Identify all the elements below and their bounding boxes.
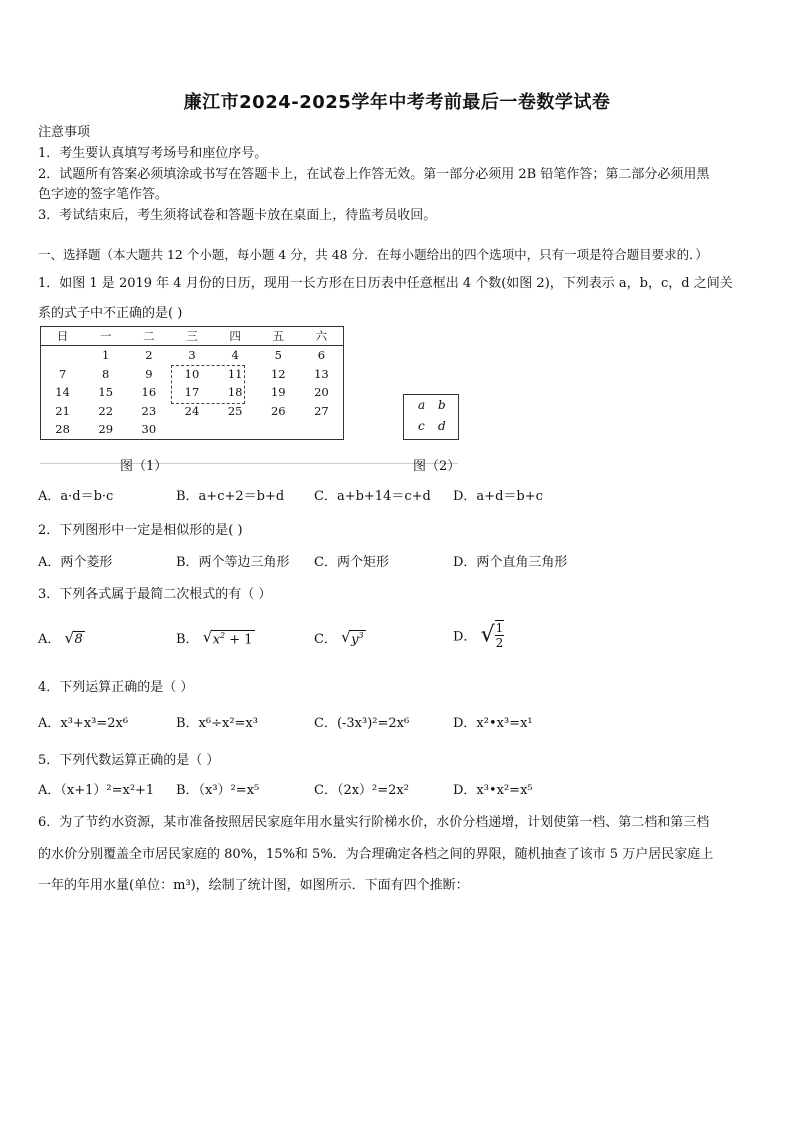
calendar-header: 二 — [127, 327, 170, 346]
notice-item-2-cont: 色字迹的签字笔作答。 — [38, 187, 169, 202]
calendar-row — [41, 420, 343, 439]
figure-divider — [40, 463, 458, 464]
calendar-cell: 4 — [231, 348, 239, 363]
q4-option-b: B．x⁶÷x²=x³ — [176, 716, 258, 731]
calendar-cell: 23 — [141, 403, 157, 418]
calendar-cell: 14 — [55, 385, 70, 400]
q1-option-b: B．a+c+2＝b+d — [176, 489, 285, 504]
q3-option-d-label: D． — [453, 629, 477, 645]
q3-option-a-label: A． — [38, 632, 61, 647]
calendar-cell: 6 — [317, 348, 326, 363]
q2-stem: 2．下列图形中一定是相似形的是( ) — [38, 523, 243, 538]
calendar-cell — [41, 346, 84, 365]
notice-item-3: 3．考试结束后，考生须将试卷和答题卡放在桌面上，待监考员收回。 — [38, 208, 437, 223]
figure1-caption: 图（1） — [120, 459, 168, 474]
figure2-caption: 图（2） — [413, 459, 461, 474]
calendar-header: 一 — [84, 327, 127, 346]
calendar-cell: 30 — [141, 422, 157, 437]
calendar-row — [41, 346, 343, 365]
notice-heading: 注意事项 — [38, 125, 91, 140]
calendar-cell — [300, 420, 343, 439]
calendar-cell: 26 — [270, 403, 286, 418]
calendar-header: 四 — [214, 327, 257, 346]
notice-item-1: 1．考生要认真填写考场号和座位序号。 — [38, 146, 268, 161]
q3-option-c-label: C． — [314, 632, 337, 647]
q5-stem: 5．下列代数运算正确的是（ ） — [38, 753, 220, 768]
figure2-box — [403, 394, 459, 440]
calendar-cell: 24 — [184, 403, 200, 418]
q2-option-c: C．两个矩形 — [314, 555, 389, 570]
calendar-cell — [214, 420, 257, 439]
calendar-cell: 13 — [314, 366, 329, 381]
q6-stem-line1: 6．为了节约水资源，某市准备按照居民家庭年用水量实行阶梯水价，水价分档递增，计划使第一档、第二档和第三档 — [38, 815, 710, 830]
q4-option-c: C．(-3x³)²=2x⁶ — [314, 716, 410, 731]
calendar-cell: 21 — [55, 403, 70, 418]
sqrt-expression: √ 8 — [64, 629, 83, 647]
calendar-cell: 28 — [55, 422, 70, 437]
fig2-a: a — [418, 398, 426, 412]
q5-option-d: D．x³•x²=x⁵ — [453, 783, 533, 798]
radical-sign-icon: √ — [480, 622, 495, 648]
notice-item-2: 2．试题所有答案必须填涂或书写在答题卡上，在试卷上作答无效。第一部分必须用 2B 铅笔作答；第二部分必须用黑 — [38, 167, 710, 182]
q4-stem: 4．下列运算正确的是（ ） — [38, 680, 194, 695]
calendar-cell: 29 — [98, 422, 114, 437]
calendar-cell: 22 — [98, 403, 114, 418]
calendar-cell: 16 — [141, 385, 157, 400]
q1-option-c: C．a+b+14＝c+d — [314, 489, 431, 504]
q1-stem-line1: 1．如图 1 是 2019 年 4 月份的日历，现用一长方形在日历表中任意框出 4 个数(如图 2)，下列表示 a，b，c，d 之间关 — [38, 276, 733, 291]
q4-option-a: A．x³+x³=2x⁶ — [38, 716, 129, 731]
calendar-cell — [170, 420, 213, 439]
calendar-cell: 1 — [102, 348, 110, 363]
calendar-cell: 12 — [270, 366, 286, 381]
fig2-b: b — [438, 398, 446, 412]
q2-option-b: B．两个等边三角形 — [176, 555, 290, 570]
calendar-cell: 27 — [314, 403, 329, 418]
q3-option-b — [176, 628, 255, 647]
calendar-header: 五 — [257, 327, 300, 346]
calendar-cell: 15 — [98, 385, 114, 400]
sqrt-expression: √ $x^2 + 1$ — [202, 627, 253, 647]
calendar-cell — [257, 420, 300, 439]
calendar-header: 六 — [300, 327, 343, 346]
sqrt-expression: √ $y^3$ — [341, 627, 364, 647]
q5-option-a: A．（x+1）²=x²+1 — [38, 783, 155, 798]
page-title: 廉江市2024-2025学年中考考前最后一卷数学试卷 — [183, 92, 611, 113]
fig2-d: d — [438, 419, 446, 433]
calendar-cell: 25 — [227, 403, 243, 418]
calendar-cell: 5 — [274, 348, 282, 363]
q3-option-a — [38, 628, 85, 647]
q3-option-b-label: B． — [176, 632, 199, 647]
calendar-header: 日 — [41, 327, 84, 346]
calendar-cell: 7 — [58, 366, 67, 381]
q3-option-c — [314, 628, 366, 647]
q4-option-d: D．x²•x³=x¹ — [453, 716, 533, 731]
calendar-cell: 20 — [314, 385, 329, 400]
calendar-cell: 9 — [145, 366, 153, 381]
q6-stem-line2: 的水价分别覆盖全市居民家庭的 80%，15%和 5%．为合理确定各档之间的界限，随机抽查了该市 5 万户居民家庭上 — [38, 847, 714, 862]
fig2-c: c — [418, 419, 425, 433]
calendar-cell: 2 — [145, 348, 153, 363]
q5-option-b: B．（x³）²=x⁵ — [176, 783, 260, 798]
q1-option-a: A．a·d＝b·c — [38, 489, 114, 504]
calendar-header: 三 — [170, 327, 213, 346]
q3-option-d — [453, 620, 504, 650]
calendar-cell: 3 — [188, 348, 196, 363]
q1-option-d: D．a+d＝b+c — [453, 489, 543, 504]
calendar-cell: 11 — [227, 366, 243, 381]
q5-option-c: C．（2x）²=2x² — [314, 783, 409, 798]
calendar-cell: 8 — [102, 366, 110, 381]
calendar-cell: 18 — [227, 385, 243, 400]
calendar-cell: 19 — [270, 385, 286, 400]
fraction: $\frac{1}{2}$ — [495, 621, 504, 650]
calendar-row — [41, 402, 343, 421]
q1-stem-line2: 系的式子中不正确的是( ) — [38, 306, 183, 321]
q2-option-d: D．两个直角三角形 — [453, 555, 568, 570]
q6-stem-line3: 一年的年用水量(单位：m³)，绘制了统计图，如图所示．下面有四个推断： — [38, 878, 469, 893]
dashed-selection-box — [171, 365, 245, 404]
q2-option-a: A．两个菱形 — [38, 555, 113, 570]
calendar-cell: 17 — [184, 385, 200, 400]
q3-stem: 3．下列各式属于最简二次根式的有（ ） — [38, 587, 272, 602]
calendar-header-row — [41, 327, 343, 346]
calendar-cell: 10 — [184, 366, 200, 381]
section-heading: 一、选择题（本大题共 12 个小题，每小题 4 分，共 48 分．在每小题给出的四个选项中，只有一项是符合题目要求的．） — [38, 247, 708, 262]
